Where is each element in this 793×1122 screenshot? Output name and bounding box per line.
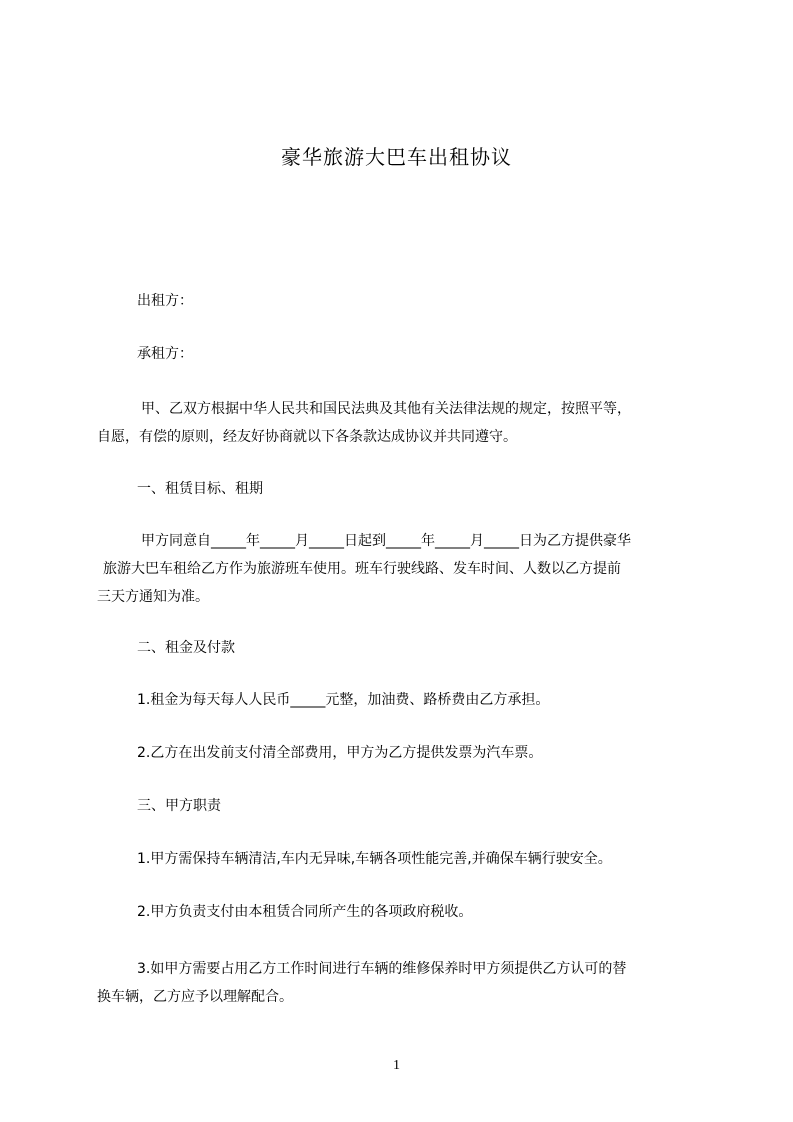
intro-line-2: 自愿，有偿的原则，经友好协商就以下各条款达成协议并共同遵守。 [97, 429, 517, 445]
section3-item-3 [97, 955, 703, 1011]
section1-line-2: 旅游大巴车租给乙方作为旅游班车使用。班车行驶线路、发车时间、人数以乙方提前 [103, 561, 621, 577]
section2-item-2: 2.乙方在出发前支付清全部费用，甲方为乙方提供发票为汽车票。 [137, 745, 543, 761]
section1-line-3: 三天方通知为准。 [97, 589, 209, 605]
section1-line-1: 甲方同意自_____年_____月_____日起到_____年_____月_____日为乙方提供豪华 [141, 533, 631, 549]
section1-heading: 一、租赁目标、租期 [137, 481, 263, 497]
section1-paragraph [97, 527, 703, 611]
intro-paragraph [97, 395, 703, 451]
section3-heading: 三、甲方职责 [137, 798, 221, 814]
section2-heading: 二、租金及付款 [137, 640, 235, 656]
page-number: 1 [393, 1058, 400, 1073]
section3-item-3-line-1: 3.如甲方需要占用乙方工作时间进行车辆的维修保养时甲方须提供乙方认可的替 [137, 961, 627, 977]
lessee-label: 承租方： [137, 346, 193, 362]
section3-item-3-line-2: 换车辆，乙方应予以理解配合。 [97, 989, 293, 1005]
intro-line-1: 甲、乙双方根据中华人民共和国民法典及其他有关法律法规的规定，按照平等， [141, 401, 631, 417]
document-title: 豪华旅游大巴车出租协议 [281, 145, 512, 169]
section3-item-2: 2.甲方负责支付由本租赁合同所产生的各项政府税收。 [137, 904, 473, 920]
lessor-label: 出租方： [137, 293, 193, 309]
section2-item-1: 1.租金为每天每人人民币_____元整，加油费、路桥费由乙方承担。 [137, 692, 550, 708]
section3-item-1: 1.甲方需保持车辆清洁,车内无异味,车辆各项性能完善,并确保车辆行驶安全。 [137, 851, 612, 867]
